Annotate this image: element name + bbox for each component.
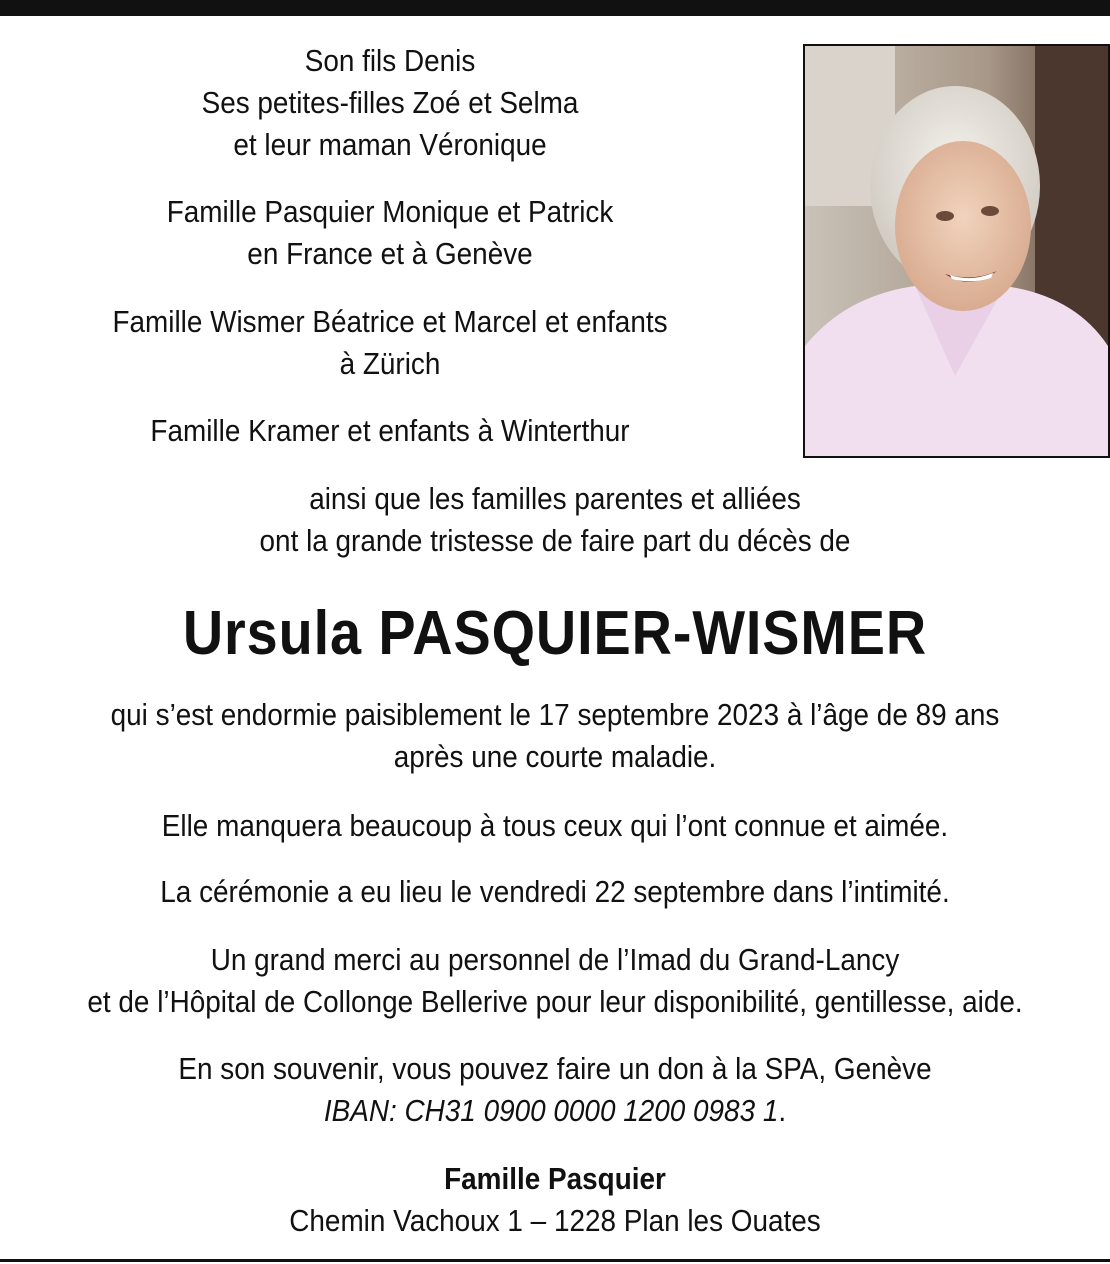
family-group-pasquier	[75, 191, 705, 275]
family-line: en France et à Genève	[247, 236, 533, 271]
family-line: à Zürich	[339, 346, 441, 381]
iban-line	[56, 1090, 1055, 1132]
portrait-photo	[803, 44, 1110, 458]
family-line: Son fils Denis	[304, 43, 476, 78]
thanks-line: Un grand merci au personnel de l’Imad du Grand-Lancy	[210, 942, 900, 977]
death-notice	[0, 694, 1110, 778]
iban-text: IBAN: CH31 0900 0000 1200 0983 1	[323, 1093, 779, 1128]
family-line: Famille Pasquier Monique et Patrick	[166, 194, 614, 229]
missed-text: Elle manquera beaucoup à tous ceux qui l’ont connue et aimée.	[161, 808, 949, 843]
death-line: après une courte maladie.	[393, 739, 717, 774]
signature-block	[0, 1158, 1110, 1242]
signature-address: Chemin Vachoux 1 – 1228 Plan les Ouates	[289, 1203, 821, 1238]
family-group-kramer	[75, 410, 705, 452]
ceremony-text: La cérémonie a eu lieu le vendredi 22 septembre dans l’intimité.	[160, 874, 950, 909]
thanks-paragraph	[0, 939, 1110, 1023]
top-rule	[0, 0, 1110, 16]
missed-line	[0, 805, 1110, 847]
donation-line: En son souvenir, vous pouvez faire un don à la SPA, Genève	[178, 1051, 932, 1086]
thanks-line: et de l’Hôpital de Collonge Bellerive pour leur disponibilité, gentillesse, aide.	[87, 984, 1023, 1019]
bottom-rule	[0, 1259, 1110, 1262]
ceremony-line	[0, 871, 1110, 913]
family-group-wismer	[75, 301, 705, 385]
signature-name: Famille Pasquier	[444, 1161, 666, 1196]
family-line: Ses petites-filles Zoé et Selma	[201, 85, 579, 120]
family-line: Famille Kramer et enfants à Winterthur	[150, 413, 630, 448]
intro-line: ont la grande tristesse de faire part du décès de	[259, 523, 851, 558]
intro-line: ainsi que les familles parentes et alliées	[309, 481, 801, 516]
announcement-intro	[0, 478, 1110, 562]
donation-paragraph	[0, 1048, 1110, 1132]
family-line: Famille Wismer Béatrice et Marcel et enfants	[112, 304, 668, 339]
deceased-name: Ursula PASQUIER-WISMER	[182, 599, 928, 668]
iban-suffix: .	[778, 1093, 787, 1128]
family-group-son	[75, 40, 705, 166]
family-line: et leur maman Véronique	[233, 127, 547, 162]
death-line: qui s’est endormie paisiblement le 17 septembre 2023 à l’âge de 89 ans	[110, 697, 1000, 732]
